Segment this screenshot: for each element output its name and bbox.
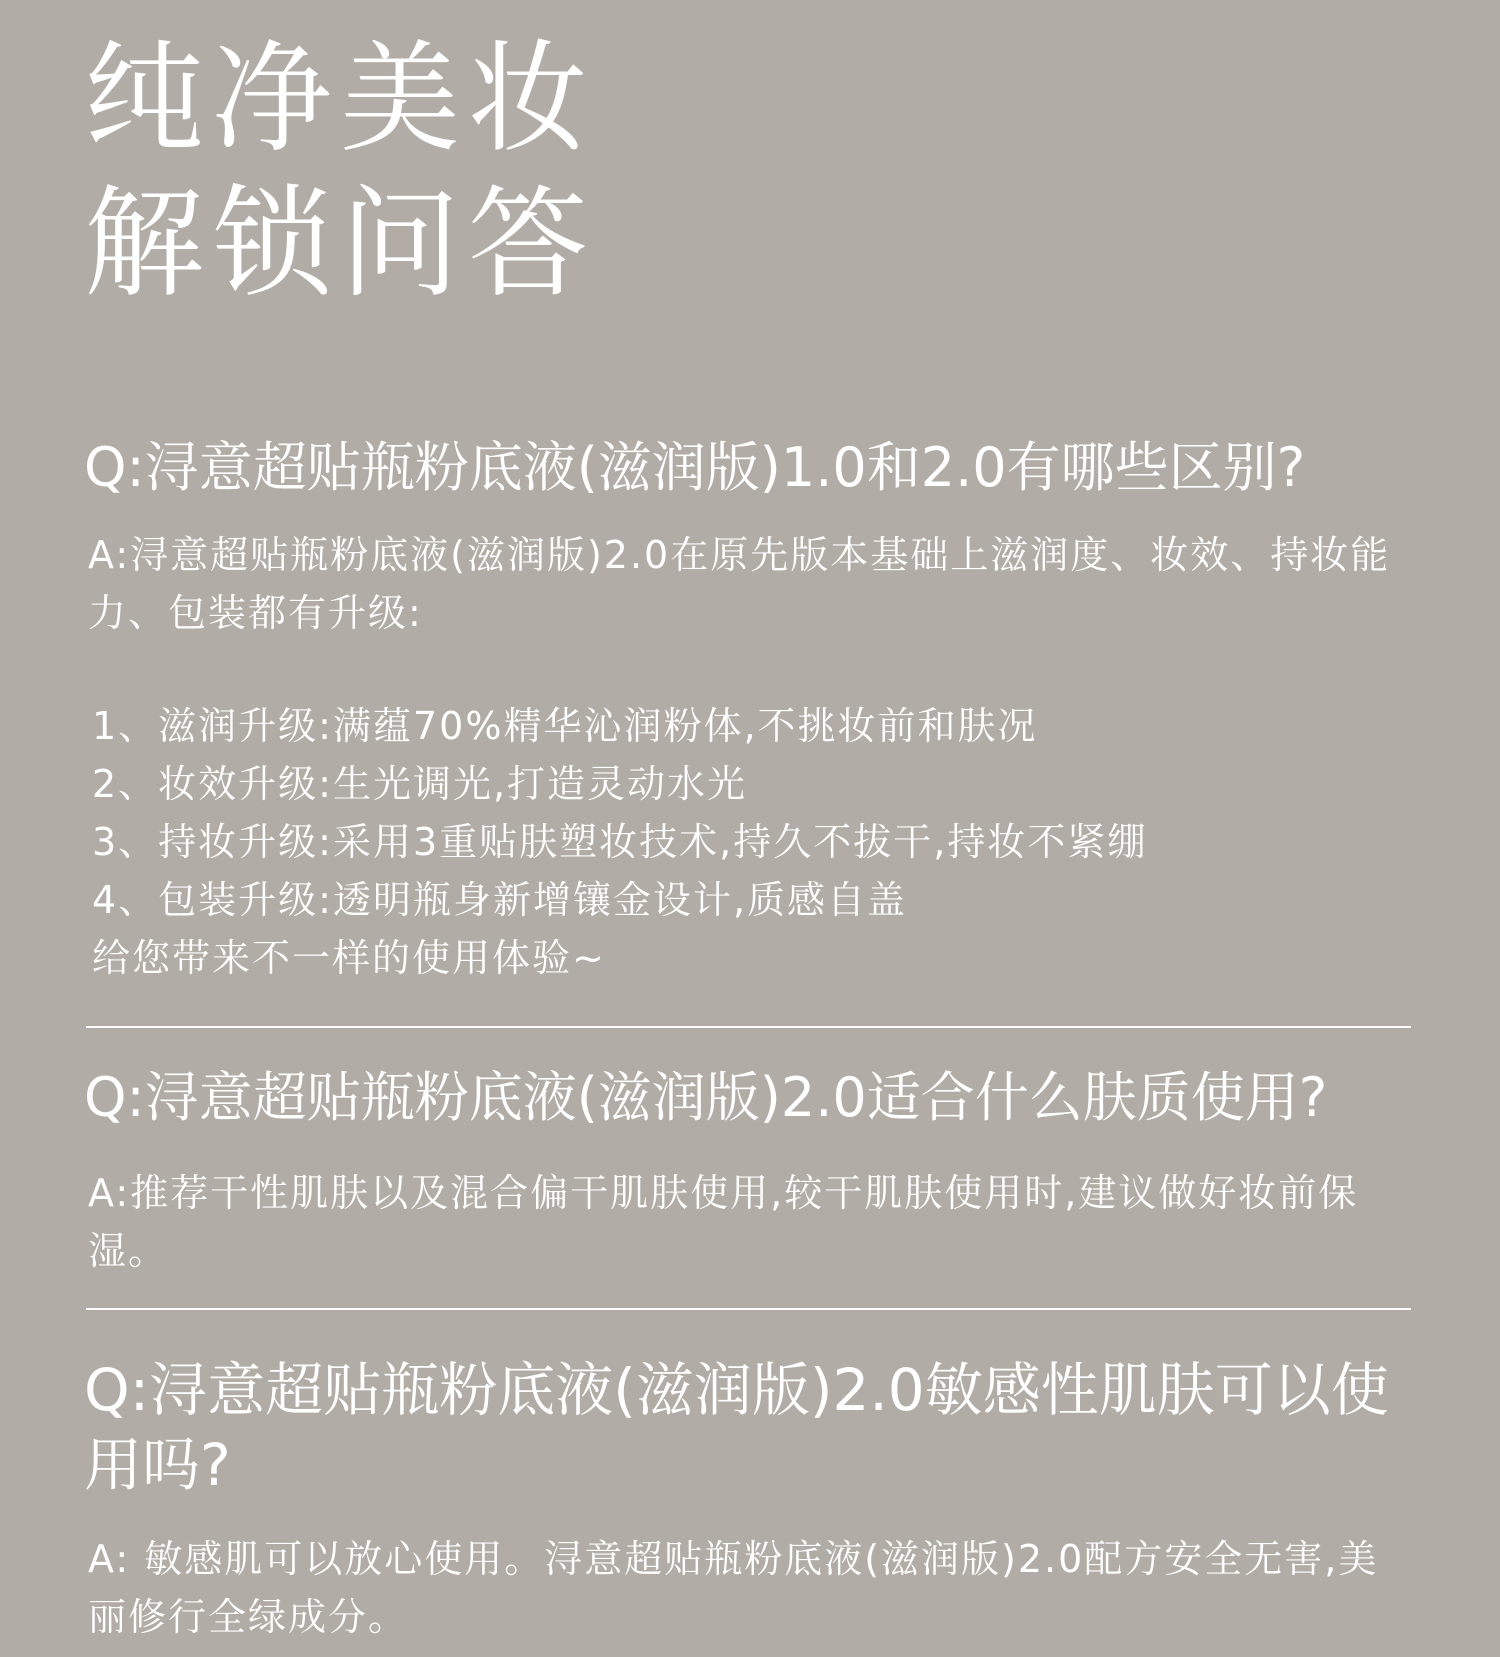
divider-2 [86,1308,1411,1310]
faq-1-answer: A:浔意超贴瓶粉底液(滋润版)2.0在原先版本基础上滋润度、妆效、持妆能力、包装都有升级: [88,533,1391,635]
divider-1 [86,1026,1411,1028]
faq-1-point-1: 1、滋润升级:满蕴70%精华沁润粉体,不挑妆前和肤况 [92,704,1038,748]
faq-1-points-list [92,697,1422,987]
page-title-line-1: 纯净美妆 [84,30,596,169]
faq-3-question: Q:浔意超贴瓶粉底液(滋润版)2.0敏感性肌肤可以使用吗? [84,1356,1389,1499]
faq-1-point-4: 4、包装升级:透明瓶身新增镶金设计,质感自盖 [92,878,908,922]
faq-2-question: Q:浔意超贴瓶粉底液(滋润版)2.0适合什么肤质使用? [84,1066,1328,1129]
faq-1-point-3: 3、持妆升级:采用3重贴肤塑妆技术,持久不拔干,持妆不紧绷 [92,820,1148,864]
faq-3-answer: A: 敏感肌可以放心使用。浔意超贴瓶粉底液(滋润版)2.0配方安全无害,美丽修行全绿成分。 [88,1537,1379,1639]
faq-1-question: Q:浔意超贴瓶粉底液(滋润版)1.0和2.0有哪些区别? [84,436,1306,499]
faq-1-point-2: 2、妆效升级:生光调光,打造灵动水光 [92,762,748,806]
page-title-line-2: 解锁问答 [84,175,596,314]
faq-1-closing: 给您带来不一样的使用体验~ [92,936,606,980]
faq-2-answer: A:推荐干性肌肤以及混合偏干肌肤使用,较干肌肤使用时,建议做好妆前保湿。 [88,1171,1359,1273]
